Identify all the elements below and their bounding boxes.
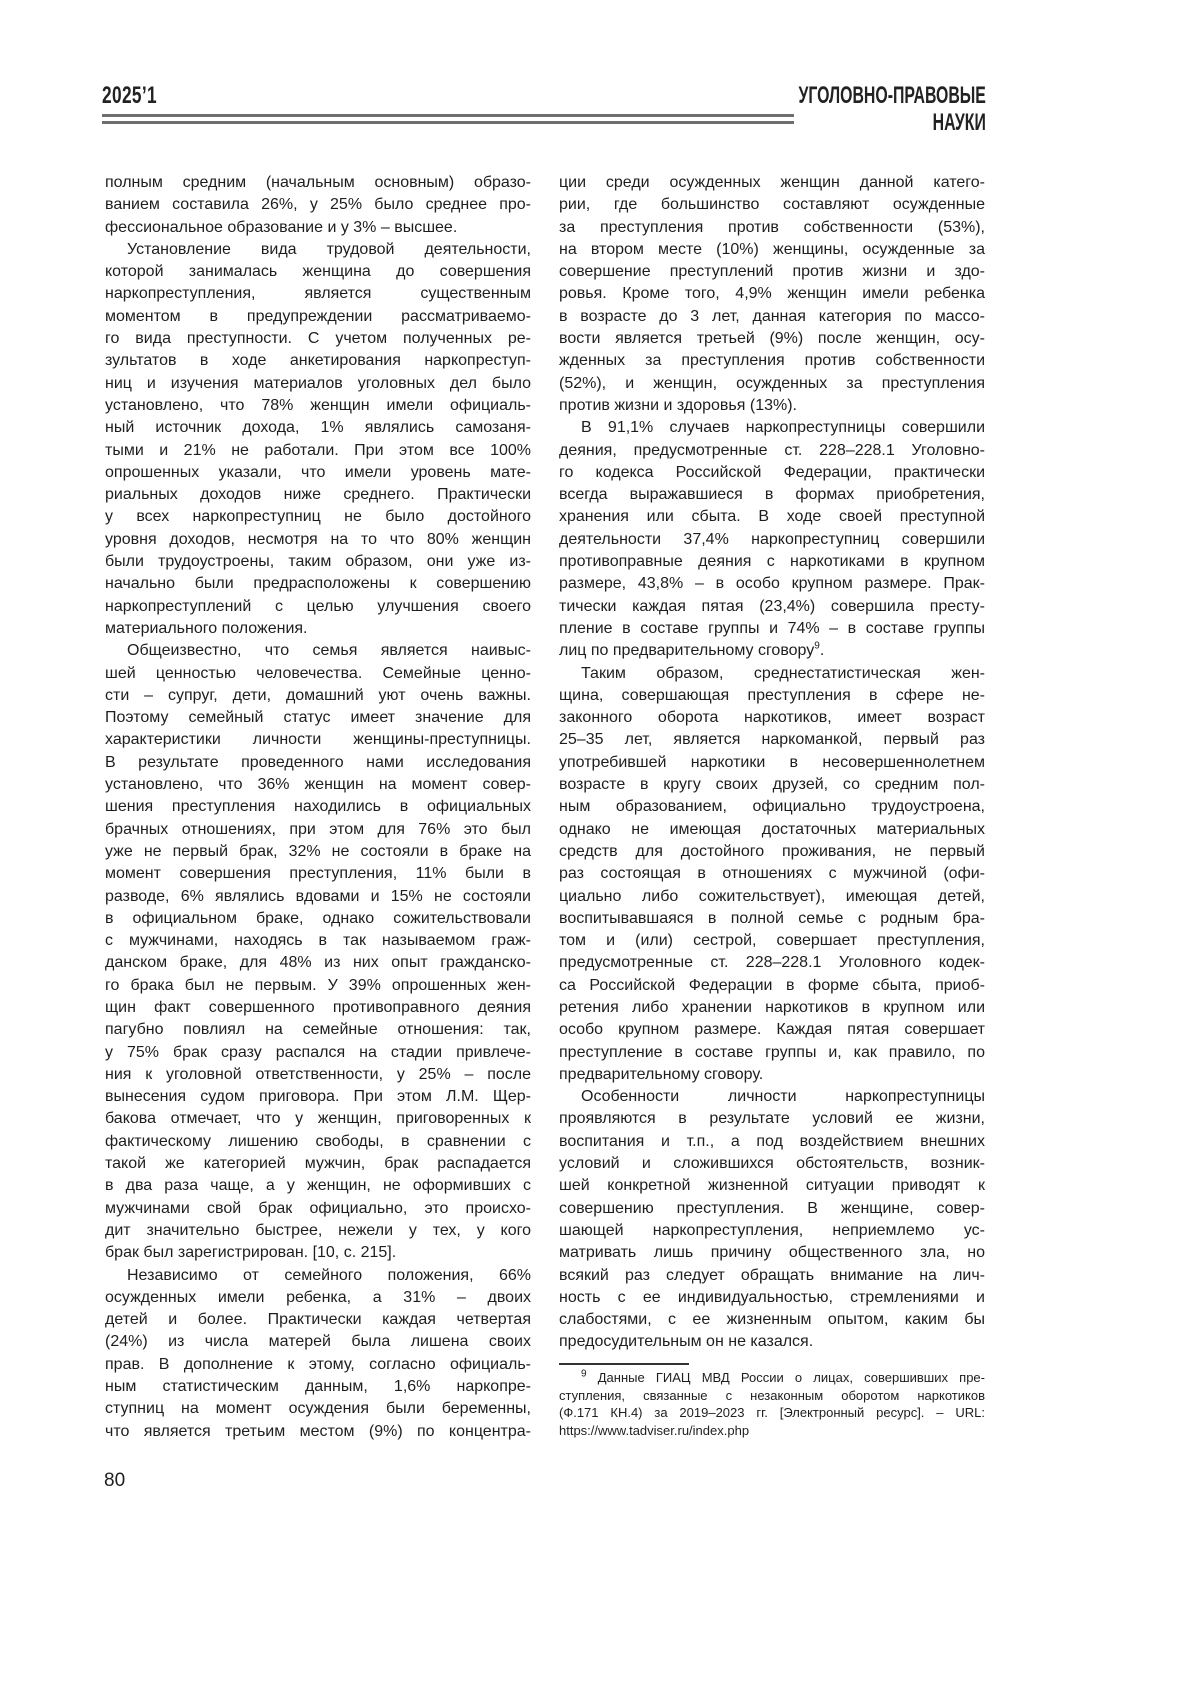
text-line [105, 417, 531, 439]
line-text: ниц и изучения материалов уголовных дел было [105, 375, 531, 392]
footnote-divider [559, 1363, 689, 1365]
text-line [105, 863, 531, 885]
text-line [105, 1398, 531, 1420]
line-text: у 75% брак сразу распался на стадии привлече- [105, 1044, 531, 1061]
text-line [105, 774, 531, 796]
line-text: го брака был не первым. У 39% опрошенных жен- [105, 977, 531, 994]
text-line [559, 819, 985, 841]
text-line [559, 930, 985, 952]
line-text: данском браке, для 48% из них опыт гражданско- [105, 954, 531, 971]
line-text: наркопреступления, является существенным [105, 285, 531, 302]
line-text: Таким образом, среднестатистическая жен- [581, 665, 985, 682]
text-line [105, 395, 531, 417]
text-line [105, 1265, 531, 1287]
text-line [105, 819, 531, 841]
line-text: фессиональное образование и у 3% – высшее. [105, 219, 457, 236]
line-text: характеристики личности женщины-преступницы. [105, 731, 531, 748]
line-text: щина, совершающая преступления в сфере не- [559, 687, 985, 704]
text-line [105, 663, 531, 685]
line-text: совершение преступлений против жизни и здо- [559, 263, 985, 280]
line-text: что является третьим местом (9%) по концентра- [105, 1423, 531, 1440]
text-line [105, 1086, 531, 1108]
text-line [105, 640, 531, 662]
text-line [105, 506, 531, 528]
text-line [105, 1198, 531, 1220]
text-line [105, 841, 531, 863]
text-line [105, 908, 531, 930]
text-line [105, 1019, 531, 1041]
page-number: 80 [104, 1470, 125, 1492]
line-text: средств для достойного проживания, не первый [559, 843, 985, 860]
paragraph [105, 1265, 531, 1443]
text-line [105, 618, 531, 640]
text-line [105, 952, 531, 974]
text-line [105, 596, 531, 618]
line-text: деяния, предусмотренные ст. 228–228.1 Уголовно- [559, 442, 985, 459]
text-line [559, 1198, 985, 1220]
text-line [559, 752, 985, 774]
line-text: начально были предрасположены к совершению [105, 575, 531, 592]
line-text: щин факт совершенного противоправного деяния [105, 999, 531, 1016]
line-text: момент совершения преступления, 11% были в [105, 865, 531, 882]
footnote-line [559, 1422, 985, 1440]
text-line [559, 1131, 985, 1153]
line-text: шения преступления находились в официальных [105, 798, 531, 815]
paragraph [559, 172, 985, 417]
text-line [105, 261, 531, 283]
text-line [105, 729, 531, 751]
footnote-text: https://www.tadviser.ru/index.php [559, 1423, 749, 1438]
text-line [559, 462, 985, 484]
line-text: том и (или) сестрой, совершает преступления, [559, 932, 985, 949]
text-line [559, 1220, 985, 1242]
footnote-text: Данные ГИАЦ МВД России о лицах, совершивших пре- [598, 1370, 985, 1385]
text-line [105, 752, 531, 774]
line-text: мужчинами свой брак официально, это происхо- [105, 1200, 531, 1217]
line-text: предосудительным он не казался. [559, 1333, 813, 1350]
line-text: против жизни и здоровья (13%). [559, 397, 797, 414]
line-text: Поэтому семейный статус имеет значение для [105, 709, 531, 726]
paragraph [559, 417, 985, 662]
footnote-line [559, 1387, 985, 1405]
text-line [105, 328, 531, 350]
text-line [559, 908, 985, 930]
line-text: которой занималась женщина до совершения [105, 263, 531, 280]
line-text: за преступления против собственности (53%), [559, 219, 985, 236]
text-line [559, 484, 985, 506]
line-text: рии, где большинство составляют осужденные [559, 196, 985, 213]
text-line [105, 1376, 531, 1398]
text-line [105, 1153, 531, 1175]
text-line [105, 707, 531, 729]
line-text: пагубно повлиял на семейные отношения: так, [105, 1021, 531, 1038]
text-line [559, 1019, 985, 1041]
text-line [559, 328, 985, 350]
text-line [559, 239, 985, 261]
text-line [105, 194, 531, 216]
line-text: тически каждая пятая (23,4%) совершила престу- [559, 598, 985, 615]
text-line [105, 306, 531, 328]
text-line [559, 952, 985, 974]
left-column [105, 172, 531, 1443]
footnote [559, 1369, 985, 1439]
text-line [105, 1175, 531, 1197]
line-text: в два раза чаще, а у женщин, не оформивших с [105, 1177, 531, 1194]
footnote-text: ступления, связанные с незаконным оборотом наркотиков [559, 1388, 985, 1403]
text-line [559, 373, 985, 395]
line-text: были трудоустроены, таким образом, они уже из- [105, 553, 531, 570]
paragraph [559, 663, 985, 1087]
text-line [559, 1064, 985, 1086]
text-line [559, 529, 985, 551]
text-line [559, 1175, 985, 1197]
line-text: с мужчинами, находясь в так называемом граж- [105, 932, 531, 949]
text-line [105, 529, 531, 551]
line-text: у всех наркопреступниц не было достойного [105, 508, 531, 525]
text-line [105, 573, 531, 595]
journal-issue: 2025’1 [102, 82, 157, 110]
line-text: брак был зарегистрирован. [10, с. 215]. [105, 1244, 396, 1261]
line-text: шающей наркопреступления, неприемлемо ус- [559, 1222, 985, 1239]
line-text: бакова отмечает, что у женщин, приговоренных к [105, 1110, 531, 1127]
line-text: лиц по предварительному сговору [559, 642, 814, 659]
text-line [559, 506, 985, 528]
text-line [105, 1287, 531, 1309]
text-line [559, 1153, 985, 1175]
line-text: моментом в предупреждении рассматриваемо- [105, 308, 531, 325]
text-line [559, 1309, 985, 1331]
line-text: детей и более. Практически каждая четвертая [105, 1311, 531, 1328]
text-line [105, 1309, 531, 1331]
text-line [559, 551, 985, 573]
line-text: слабостями, с ее жизненным опытом, каким бы [559, 1311, 985, 1328]
text-line [559, 1265, 985, 1287]
line-text: деятельности 37,4% наркопреступниц совершили [559, 531, 985, 548]
text-line [559, 997, 985, 1019]
line-text: ции среди осужденных женщин данной катего- [559, 174, 985, 191]
line-text: совершению преступления. В женщине, совер- [559, 1200, 985, 1217]
footnote-line [559, 1369, 985, 1387]
text-line [105, 283, 531, 305]
line-text: ровья. Кроме того, 4,9% женщин имели ребенка [559, 285, 985, 302]
line-text: разводе, 6% являлись вдовами и 15% не состояли [105, 888, 531, 905]
line-text: такой же категорией мужчин, брак распадается [105, 1155, 531, 1172]
line-text: Независимо от семейного положения, 66% [127, 1267, 531, 1284]
text-line [105, 1108, 531, 1130]
paragraph [559, 1086, 985, 1354]
text-line [105, 975, 531, 997]
text-line [105, 1354, 531, 1376]
line-text: Общеизвестно, что семья является наивыс- [127, 642, 531, 659]
text-line [559, 306, 985, 328]
text-line [105, 1042, 531, 1064]
line-text: Установление вида трудовой деятельности, [127, 241, 531, 258]
text-line [105, 350, 531, 372]
line-text: в возрасте до 3 лет, данная категория по массо- [559, 308, 985, 325]
text-line [559, 350, 985, 372]
line-text: употребившей наркотики в несовершеннолетнем [559, 754, 985, 771]
line-text: возрасте в кругу своих друзей, со средним пол- [559, 776, 985, 793]
line-text: шей ценностью человечества. Семейные ценно- [105, 665, 531, 682]
text-line [105, 239, 531, 261]
footnote-text: (Ф.171 КН.4) за 2019–2023 гг. [Электронный ресурс]. – URL: [559, 1405, 985, 1420]
journal-section-line1: УГОЛОВНО-ПРАВОВЫЕ [799, 82, 986, 109]
line-text: всякий раз следует обращать внимание на лич- [559, 1267, 985, 1284]
text-line [559, 886, 985, 908]
line-text: го вида преступности. С учетом полученных ре- [105, 330, 531, 347]
line-text: шей конкретной жизненной ситуации приводят к [559, 1177, 985, 1194]
line-text: проявляются в результате условий ее жизни, [559, 1110, 985, 1127]
text-line [105, 373, 531, 395]
text-line [105, 217, 531, 239]
line-text: установлено, что 78% женщин имели официаль- [105, 397, 531, 414]
line-text: . [820, 642, 824, 659]
paragraph [105, 172, 531, 239]
line-text: размере, 43,8% – в особо крупном размере. Прак- [559, 575, 985, 592]
line-text: жденных за преступления против собственности [559, 352, 985, 369]
text-line [559, 217, 985, 239]
line-text: воспитания и т.п., а под воздействием внешних [559, 1133, 985, 1150]
text-line [559, 1042, 985, 1064]
paragraph [105, 239, 531, 640]
line-text: зультатов в ходе анкетирования наркопреступ- [105, 352, 531, 369]
line-text: дит значительно быстрее, нежели у тех, у кого [105, 1222, 531, 1239]
line-text: 25–35 лет, является наркоманкой, первый раз [559, 731, 985, 748]
line-text: ретения либо хранении наркотиков в крупном или [559, 999, 985, 1016]
text-line [559, 417, 985, 439]
text-line [559, 1331, 985, 1353]
text-line [559, 261, 985, 283]
text-line [559, 774, 985, 796]
text-line [559, 1086, 985, 1108]
line-text: однако не имеющая достаточных материальных [559, 821, 985, 838]
line-text: циально либо сожительствует), имеющая детей, [559, 888, 985, 905]
line-text: предварительному сговору. [559, 1066, 763, 1083]
header-rule-top [102, 114, 794, 117]
line-text: предусмотренные ст. 228–228.1 Уголовного кодек- [559, 954, 985, 971]
line-text: ность с ее индивидуальностью, стремлениями и [559, 1289, 985, 1306]
line-text: тыми и 21% не работали. При этом все 100% [105, 442, 531, 459]
line-text: сти – супруг, дети, домашний уют очень важны. [105, 687, 531, 704]
text-line [105, 440, 531, 462]
text-line [559, 796, 985, 818]
journal-section-line2: НАУКИ [799, 109, 986, 136]
line-text: наркопреступлений с целью улучшения своего [105, 598, 531, 615]
line-text: осужденных имели ребенка, а 31% – двоих [105, 1289, 531, 1306]
text-line [559, 863, 985, 885]
text-line [105, 1131, 531, 1153]
text-line [105, 551, 531, 573]
paragraph [105, 640, 531, 1264]
line-text: в официальном браке, однако сожительствовали [105, 910, 531, 927]
line-text: ванием составила 26%, у 25% было среднее про- [105, 196, 531, 213]
line-text: (52%), и женщин, осужденных за преступления [559, 375, 985, 392]
text-line [105, 796, 531, 818]
text-line [105, 1421, 531, 1443]
text-line [559, 1242, 985, 1264]
line-text: полным средним (начальным основным) образо- [105, 174, 531, 191]
text-line [105, 1331, 531, 1353]
text-line [559, 596, 985, 618]
line-text: хранения или сбыта. В ходе своей преступной [559, 508, 985, 525]
line-text: В результате проведенного нами исследования [105, 754, 531, 771]
text-line [559, 663, 985, 685]
text-line [559, 685, 985, 707]
text-line [559, 172, 985, 194]
line-text: брачных отношениях, при этом для 76% это был [105, 821, 531, 838]
line-text: материального положения. [105, 620, 308, 637]
footnote-marker: 9 [581, 1369, 587, 1380]
text-line [105, 1220, 531, 1242]
line-text: вынесения судом приговора. При этом Л.М. Щер- [105, 1088, 531, 1105]
text-line [105, 484, 531, 506]
text-line [105, 1064, 531, 1086]
line-text: уже не первый брак, 32% не состояли в браке на [105, 843, 531, 860]
text-line [105, 997, 531, 1019]
line-text: ным образованием, официально трудоустроена, [559, 798, 985, 815]
line-text: законного оборота наркотиков, имеет возраст [559, 709, 985, 726]
line-text: преступление в составе группы и, как правило, по [559, 1044, 985, 1061]
line-text: опрошенных указали, что имели уровень мате- [105, 464, 531, 481]
text-line [105, 685, 531, 707]
line-text: го кодекса Российской Федерации, практически [559, 464, 985, 481]
text-line [559, 1287, 985, 1309]
footnote-reference: 9 [814, 641, 820, 652]
text-line [559, 975, 985, 997]
text-line [105, 172, 531, 194]
text-line [559, 1108, 985, 1130]
text-line [105, 886, 531, 908]
line-text: уровня доходов, несмотря на то что 80% женщин [105, 531, 531, 548]
line-text: риальных доходов ниже среднего. Практически [105, 486, 531, 503]
text-line [559, 395, 985, 417]
line-text: на втором месте (10%) женщины, осужденные за [559, 241, 985, 258]
text-line [559, 640, 985, 662]
line-text: установлено, что 36% женщин на момент совер- [105, 776, 531, 793]
text-line [559, 729, 985, 751]
footnote-line [559, 1404, 985, 1422]
text-line [105, 1242, 531, 1264]
text-line [559, 841, 985, 863]
line-text: прав. В дополнение к этому, согласно официаль- [105, 1356, 531, 1373]
journal-section [799, 82, 986, 136]
line-text: условий и сложившихся обстоятельств, возник- [559, 1155, 985, 1172]
text-line [559, 283, 985, 305]
text-line [559, 618, 985, 640]
header-rule-bottom [102, 121, 794, 124]
line-text: В 91,1% случаев наркопреступницы совершили [581, 419, 985, 436]
right-column [559, 172, 985, 1354]
text-line [105, 462, 531, 484]
line-text: противоправные деяния с наркотиками в крупном [559, 553, 985, 570]
line-text: (24%) из числа матерей была лишена своих [105, 1333, 531, 1350]
text-line [105, 930, 531, 952]
line-text: фактическому лишению свободы, в сравнении с [105, 1133, 531, 1150]
line-text: раз состоящая в отношениях с мужчиной (офи- [559, 865, 985, 882]
line-text: пление в составе группы и 74% – в составе группы [559, 620, 985, 637]
line-text: вости является третьей (9%) после женщин, осу- [559, 330, 985, 347]
line-text: всегда выражавшиеся в формах приобретения, [559, 486, 985, 503]
line-text: ным статистическим данным, 1,6% наркопре- [105, 1378, 531, 1395]
line-text: ния к уголовной ответственности, у 25% – после [105, 1066, 531, 1083]
text-line [559, 194, 985, 216]
line-text: са Российской Федерации в форме сбыта, приоб- [559, 977, 985, 994]
line-text: Особенности личности наркопреступницы [581, 1088, 985, 1105]
line-text: матривать лишь причину общественного зла, но [559, 1244, 985, 1261]
line-text: ступниц на момент осуждения были беременны, [105, 1400, 531, 1417]
line-text: особо крупном размере. Каждая пятая совершает [559, 1021, 985, 1038]
line-text: воспитывавшаяся в полной семье с родным бра- [559, 910, 985, 927]
text-line [559, 707, 985, 729]
text-line [559, 573, 985, 595]
line-text: ный источник дохода, 1% являлись самозаня- [105, 419, 531, 436]
text-line [559, 440, 985, 462]
